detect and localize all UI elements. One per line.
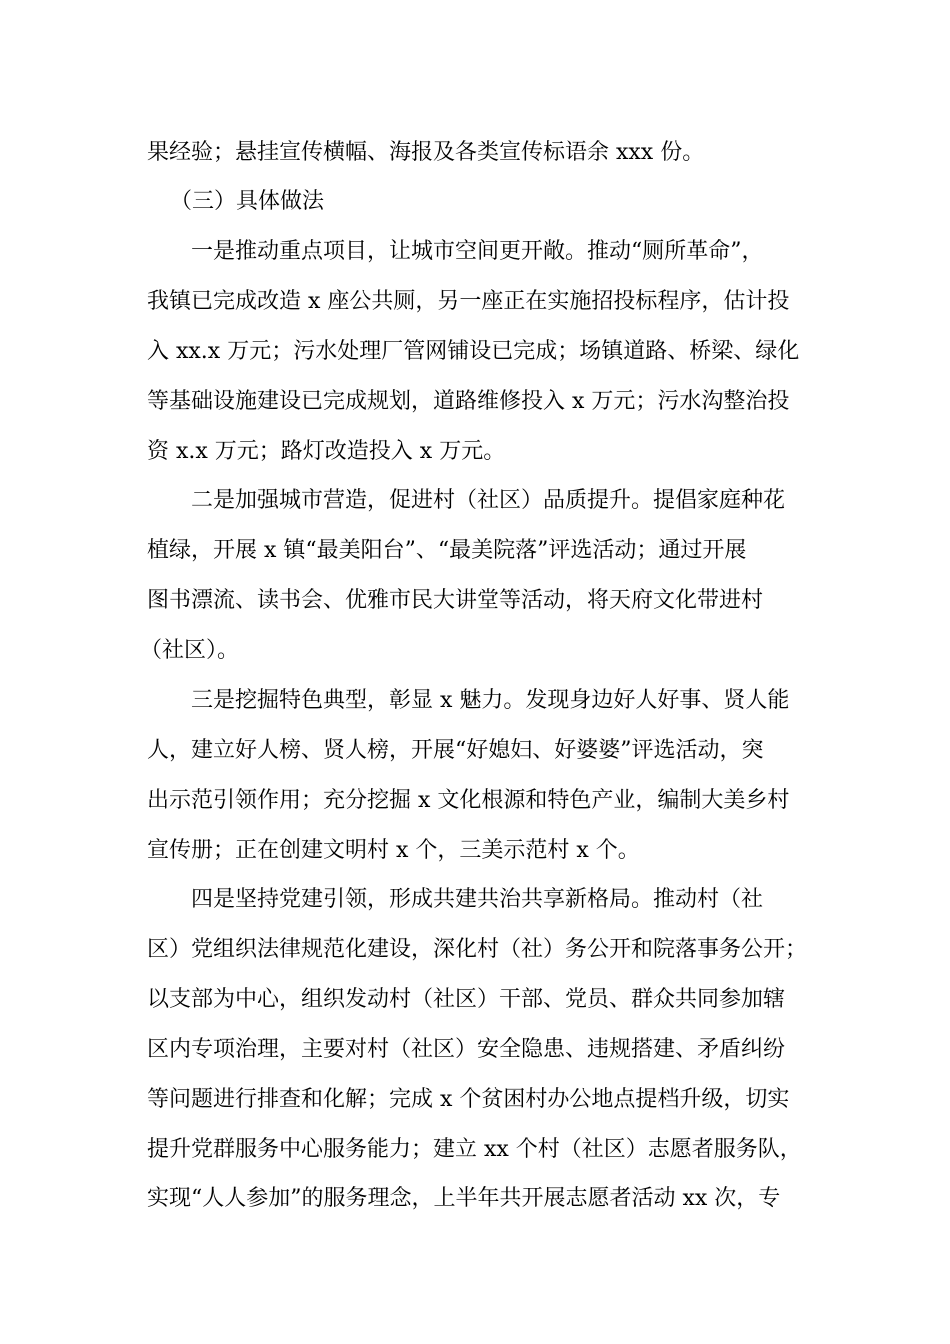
text-line: 区内专项治理，主要对村（社区）安全隐患、违规搭建、矛盾纠纷	[147, 1037, 786, 1062]
text-line: 图书漂流、读书会、优雅市民大讲堂等活动，将天府文化带进村	[147, 588, 764, 613]
text-line: 入 xx.x 万元；污水处理厂管网铺设已完成；场镇道路、桥梁、绿化	[147, 339, 800, 364]
text-line: 等问题进行排查和化解；完成 x 个贫困村办公地点提档升级，切实	[147, 1087, 790, 1112]
text-line: 以支部为中心，组织发动村（社区）干部、党员、群众共同参加辖	[147, 987, 786, 1012]
text-line: 宣传册；正在创建文明村 x 个，三美示范村 x 个。	[147, 838, 640, 863]
text-line: 资 x.x 万元；路灯改造投入 x 万元。	[147, 439, 506, 464]
text-line: 等基础设施建设已完成规划，道路维修投入 x 万元；污水沟整治投	[147, 389, 790, 414]
text-line: 提升党群服务中心服务能力；建立 xx 个村（社区）志愿者服务队，	[147, 1137, 802, 1162]
text-line: 人，建立好人榜、贤人榜，开展“好媳妇、好婆婆”评选活动，突	[147, 738, 764, 763]
text-line: 出示范引领作用；充分挖掘 x 文化根源和特色产业，编制大美乡村	[147, 788, 790, 813]
text-line: 区）党组织法律规范化建设，深化村（社）务公开和院落事务公开；	[147, 937, 808, 962]
text-line: 果经验；悬挂宣传横幅、海报及各类宣传标语余 xxx 份。	[147, 140, 705, 165]
text-line: 实现“人人参加”的服务理念，上半年共开展志愿者活动 xx 次，专	[147, 1186, 781, 1211]
text-line: （社区）。	[140, 638, 240, 663]
text-line: 三是挖掘特色典型，彰显 x 魅力。发现身边好人好事、贤人能	[191, 688, 790, 713]
text-line: 四是坚持党建引领，形成共建共治共享新格局。推动村（社	[191, 887, 764, 912]
text-line: 二是加强城市营造，促进村（社区）品质提升。提倡家庭种花	[191, 488, 786, 513]
text-line: 我镇已完成改造 x 座公共厕，另一座正在实施招投标程序，估计投	[147, 289, 790, 314]
section-heading: （三）具体做法	[170, 189, 325, 214]
text-line: 一是推动重点项目，让城市空间更开敞。推动“厕所革命”，	[191, 239, 764, 264]
text-line: 植绿，开展 x 镇“最美阳台”、“最美院落”评选活动；通过开展	[147, 538, 747, 563]
